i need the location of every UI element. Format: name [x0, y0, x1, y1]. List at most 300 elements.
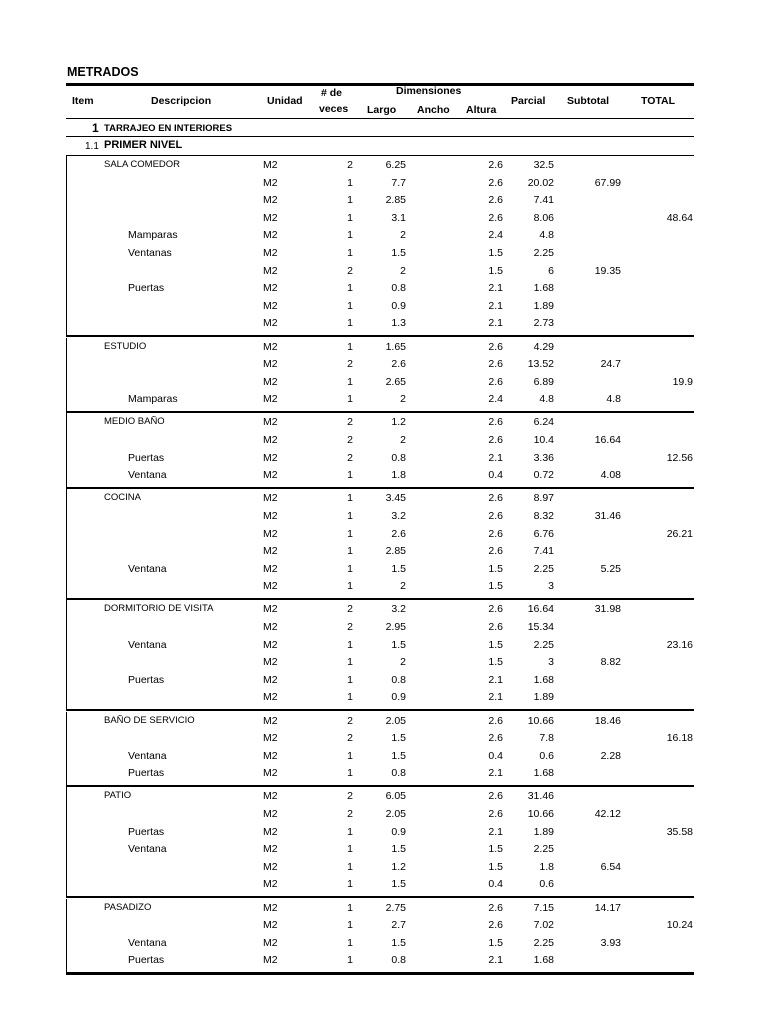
row-label: Ventana — [128, 749, 167, 762]
cell-largo: 1.5 — [391, 638, 406, 651]
cell-unidad: M2 — [263, 434, 278, 446]
cell-parcial: 0.72 — [533, 469, 554, 482]
header-top-rule — [66, 83, 694, 86]
cell-largo: 1.65 — [385, 340, 406, 353]
cell-veces: 2 — [347, 264, 353, 277]
header-altura: Altura — [466, 104, 497, 116]
group-left-border — [66, 712, 67, 785]
subsection-title: PRIMER NIVEL — [104, 139, 183, 151]
group-separator — [66, 709, 694, 711]
cell-parcial: 3.36 — [533, 451, 554, 464]
cell-largo: 0.9 — [391, 691, 406, 704]
cell-largo: 1.5 — [391, 247, 406, 259]
cell-parcial: 16.64 — [527, 603, 554, 616]
cell-parcial: 10.66 — [527, 714, 554, 727]
group-left-border — [66, 156, 67, 335]
group-name: PASADIZO — [104, 901, 152, 913]
cell-subtotal: 4.8 — [606, 393, 621, 406]
cell-altura: 2.6 — [488, 358, 503, 371]
cell-altura: 2.6 — [488, 603, 503, 616]
cell-subtotal: 19.35 — [594, 264, 621, 277]
cell-parcial: 8.32 — [533, 509, 554, 522]
cell-largo: 2.75 — [385, 901, 406, 914]
cell-largo: 2 — [400, 434, 406, 446]
cell-largo: 1.5 — [391, 843, 406, 856]
cell-unidad: M2 — [263, 603, 278, 616]
group-separator — [66, 335, 694, 337]
cell-subtotal: 31.46 — [594, 509, 621, 522]
cell-largo: 3.2 — [391, 603, 406, 616]
cell-largo: 0.8 — [391, 673, 406, 686]
cell-largo: 1.2 — [391, 416, 406, 429]
cell-unidad: M2 — [263, 509, 278, 522]
cell-subtotal: 31.98 — [594, 603, 621, 616]
cell-parcial: 2.25 — [533, 638, 554, 651]
group-separator — [66, 598, 694, 600]
cell-veces: 1 — [347, 393, 353, 406]
cell-unidad: M2 — [263, 358, 278, 371]
cell-altura: 2.6 — [488, 790, 503, 803]
cell-altura: 2.1 — [488, 299, 503, 312]
cell-altura: 0.4 — [488, 749, 503, 762]
cell-unidad: M2 — [263, 825, 278, 838]
cell-parcial: 7.41 — [533, 194, 554, 207]
cell-veces: 1 — [347, 211, 353, 224]
cell-largo: 2 — [400, 264, 406, 277]
cell-subtotal: 42.12 — [594, 808, 621, 820]
cell-veces: 1 — [347, 562, 353, 575]
cell-altura: 2.1 — [488, 954, 503, 967]
cell-unidad: M2 — [263, 527, 278, 540]
cell-largo: 2.05 — [385, 714, 406, 727]
cell-largo: 2.85 — [385, 194, 406, 207]
cell-parcial: 2.25 — [533, 936, 554, 949]
group-name: COCINA — [104, 492, 141, 504]
section-number: 1 — [92, 121, 99, 135]
row-label: Ventana — [128, 562, 167, 575]
cell-altura: 1.5 — [488, 580, 503, 593]
cell-largo: 1.5 — [391, 732, 406, 745]
group-left-border — [66, 489, 67, 598]
cell-subtotal: 16.64 — [594, 434, 621, 446]
header-unidad: Unidad — [267, 95, 303, 107]
row-label: Ventana — [128, 638, 167, 651]
cell-largo: 2 — [400, 656, 406, 669]
cell-altura: 2.6 — [488, 714, 503, 727]
cell-altura: 2.1 — [488, 282, 503, 295]
group-name: BAÑO DE SERVICIO — [104, 714, 195, 726]
cell-veces: 1 — [347, 194, 353, 207]
cell-unidad: M2 — [263, 299, 278, 312]
cell-altura: 2.6 — [488, 211, 503, 224]
cell-veces: 2 — [347, 732, 353, 745]
section-title: TARRAJEO EN INTERIORES — [104, 123, 233, 134]
cell-subtotal: 67.99 — [594, 176, 621, 189]
cell-altura: 1.5 — [488, 860, 503, 873]
cell-largo: 0.9 — [391, 825, 406, 838]
cell-parcial: 1.89 — [533, 691, 554, 704]
cell-altura: 2.6 — [488, 340, 503, 353]
cell-parcial: 3 — [548, 656, 554, 669]
cell-veces: 1 — [347, 527, 353, 540]
group-separator — [66, 896, 694, 898]
cell-largo: 0.9 — [391, 299, 406, 312]
cell-altura: 2.6 — [488, 375, 503, 388]
cell-largo: 1.5 — [391, 878, 406, 891]
group-left-border — [66, 338, 67, 411]
cell-total: 10.24 — [666, 919, 693, 932]
cell-parcial: 7.8 — [539, 732, 554, 745]
cell-altura: 1.5 — [488, 247, 503, 259]
cell-veces: 2 — [347, 358, 353, 371]
cell-subtotal: 2.28 — [600, 749, 621, 762]
row-label: Puertas — [128, 282, 165, 295]
cell-unidad: M2 — [263, 691, 278, 704]
cell-unidad: M2 — [263, 282, 278, 295]
cell-altura: 2.6 — [488, 509, 503, 522]
cell-largo: 2.85 — [385, 545, 406, 558]
cell-largo: 2.05 — [385, 808, 406, 820]
cell-total: 16.18 — [666, 732, 693, 745]
cell-parcial: 7.02 — [533, 919, 554, 932]
group-name: SALA COMEDOR — [104, 159, 181, 170]
cell-veces: 2 — [347, 416, 353, 429]
cell-largo: 1.2 — [391, 860, 406, 873]
cell-altura: 0.4 — [488, 878, 503, 891]
cell-veces: 1 — [347, 954, 353, 967]
cell-veces: 2 — [347, 621, 353, 633]
cell-largo: 3.45 — [385, 492, 406, 505]
row-label: Ventanas — [128, 247, 172, 259]
cell-veces: 1 — [347, 509, 353, 522]
cell-unidad: M2 — [263, 229, 278, 242]
cell-parcial: 3 — [548, 580, 554, 593]
cell-parcial: 1.89 — [533, 825, 554, 838]
cell-parcial: 2.25 — [533, 247, 554, 259]
cell-parcial: 8.06 — [533, 211, 554, 224]
cell-parcial: 32.5 — [533, 159, 554, 171]
cell-unidad: M2 — [263, 767, 278, 780]
row-label: Puertas — [128, 825, 165, 838]
cell-subtotal: 18.46 — [594, 714, 621, 727]
cell-parcial: 2.25 — [533, 843, 554, 856]
cell-parcial: 10.66 — [527, 808, 554, 820]
cell-veces: 1 — [347, 340, 353, 353]
group-left-border — [66, 600, 67, 709]
cell-altura: 2.1 — [488, 451, 503, 464]
cell-largo: 2 — [400, 393, 406, 406]
cell-altura: 0.4 — [488, 469, 503, 482]
group-separator — [66, 487, 694, 489]
cell-veces: 1 — [347, 375, 353, 388]
cell-altura: 2.1 — [488, 673, 503, 686]
cell-largo: 2 — [400, 580, 406, 593]
cell-largo: 1.8 — [391, 469, 406, 482]
cell-altura: 2.6 — [488, 416, 503, 429]
subsection-rule — [66, 155, 694, 156]
cell-largo: 3.2 — [391, 509, 406, 522]
cell-parcial: 20.02 — [527, 176, 554, 189]
cell-altura: 2.6 — [488, 492, 503, 505]
cell-altura: 2.4 — [488, 229, 503, 242]
cell-unidad: M2 — [263, 451, 278, 464]
row-label: Mamparas — [128, 393, 178, 406]
cell-total: 48.64 — [666, 211, 693, 224]
cell-altura: 2.1 — [488, 767, 503, 780]
cell-veces: 2 — [347, 159, 353, 171]
header-dimensiones: Dimensiones — [396, 85, 462, 97]
cell-veces: 1 — [347, 545, 353, 558]
group-left-border — [66, 413, 67, 486]
cell-parcial: 8.97 — [533, 492, 554, 505]
cell-parcial: 1.68 — [533, 282, 554, 295]
cell-unidad: M2 — [263, 469, 278, 482]
cell-unidad: M2 — [263, 673, 278, 686]
cell-subtotal: 14.17 — [594, 901, 621, 914]
row-label: Puertas — [128, 767, 165, 780]
cell-veces: 2 — [347, 434, 353, 446]
cell-largo: 7.7 — [391, 176, 406, 189]
header-item: Item — [72, 95, 94, 107]
cell-veces: 1 — [347, 936, 353, 949]
row-label: Ventana — [128, 469, 167, 482]
header-parcial: Parcial — [511, 95, 546, 107]
cell-subtotal: 24.7 — [600, 358, 621, 371]
cell-altura: 2.6 — [488, 434, 503, 446]
cell-subtotal: 4.08 — [600, 469, 621, 482]
group-left-border — [66, 899, 67, 972]
page-title: METRADOS — [67, 65, 139, 79]
cell-largo: 1.5 — [391, 936, 406, 949]
cell-veces: 2 — [347, 714, 353, 727]
row-label: Mamparas — [128, 229, 178, 242]
header-total: TOTAL — [641, 95, 676, 107]
cell-unidad: M2 — [263, 878, 278, 891]
cell-altura: 1.5 — [488, 843, 503, 856]
header-veces-line1: # de — [321, 87, 343, 99]
cell-altura: 2.6 — [488, 732, 503, 745]
cell-unidad: M2 — [263, 211, 278, 224]
header-descripcion: Descripcion — [151, 95, 212, 107]
cell-unidad: M2 — [263, 247, 278, 259]
cell-altura: 2.4 — [488, 393, 503, 406]
cell-subtotal: 6.54 — [600, 860, 621, 873]
cell-altura: 2.1 — [488, 691, 503, 704]
cell-unidad: M2 — [263, 621, 278, 633]
header-largo: Largo — [367, 104, 397, 116]
section-rule — [66, 136, 694, 137]
cell-total: 26.21 — [666, 527, 693, 540]
header-veces-line2: veces — [319, 103, 349, 115]
cell-parcial: 1.68 — [533, 954, 554, 967]
cell-parcial: 6.89 — [533, 375, 554, 388]
cell-veces: 1 — [347, 469, 353, 482]
cell-largo: 1.3 — [391, 317, 406, 330]
cell-veces: 1 — [347, 317, 353, 330]
cell-parcial: 0.6 — [539, 878, 554, 891]
cell-unidad: M2 — [263, 901, 278, 914]
cell-veces: 1 — [347, 638, 353, 651]
cell-parcial: 1.68 — [533, 767, 554, 780]
cell-veces: 1 — [347, 901, 353, 914]
cell-veces: 2 — [347, 790, 353, 803]
cell-unidad: M2 — [263, 159, 278, 171]
group-name: MEDIO BAÑO — [104, 416, 165, 428]
cell-unidad: M2 — [263, 194, 278, 207]
cell-unidad: M2 — [263, 375, 278, 388]
cell-parcial: 10.4 — [533, 434, 554, 446]
cell-veces: 1 — [347, 299, 353, 312]
cell-parcial: 4.29 — [533, 340, 554, 353]
cell-veces: 2 — [347, 808, 353, 820]
cell-parcial: 7.15 — [533, 901, 554, 914]
cell-altura: 2.6 — [488, 159, 503, 171]
cell-unidad: M2 — [263, 416, 278, 429]
cell-unidad: M2 — [263, 790, 278, 803]
cell-altura: 1.5 — [488, 638, 503, 651]
group-name: ESTUDIO — [104, 340, 147, 352]
cell-largo: 2.65 — [385, 375, 406, 388]
cell-altura: 2.6 — [488, 901, 503, 914]
cell-largo: 6.25 — [385, 159, 406, 171]
cell-altura: 2.6 — [488, 545, 503, 558]
cell-parcial: 1.89 — [533, 299, 554, 312]
row-label: Ventana — [128, 843, 167, 856]
cell-unidad: M2 — [263, 545, 278, 558]
cell-veces: 1 — [347, 282, 353, 295]
row-label: Puertas — [128, 954, 165, 967]
cell-total: 19.9 — [672, 375, 693, 388]
cell-largo: 0.8 — [391, 767, 406, 780]
cell-parcial: 4.8 — [539, 229, 554, 242]
cell-veces: 1 — [347, 749, 353, 762]
cell-largo: 2.95 — [385, 621, 406, 633]
cell-altura: 1.5 — [488, 562, 503, 575]
cell-veces: 1 — [347, 691, 353, 704]
cell-unidad: M2 — [263, 638, 278, 651]
cell-parcial: 6 — [548, 264, 554, 277]
cell-veces: 1 — [347, 580, 353, 593]
cell-parcial: 2.25 — [533, 562, 554, 575]
cell-largo: 2.6 — [391, 527, 406, 540]
group-name: DORMITORIO DE VISITA — [104, 603, 214, 615]
cell-subtotal: 5.25 — [600, 562, 621, 575]
cell-unidad: M2 — [263, 580, 278, 593]
group-name: PATIO — [104, 790, 132, 802]
cell-veces: 1 — [347, 247, 353, 259]
cell-unidad: M2 — [263, 714, 278, 727]
table-bottom-rule — [66, 972, 694, 975]
cell-altura: 2.6 — [488, 527, 503, 540]
cell-largo: 3.1 — [391, 211, 406, 224]
cell-veces: 1 — [347, 673, 353, 686]
cell-parcial: 1.68 — [533, 673, 554, 686]
cell-veces: 1 — [347, 825, 353, 838]
cell-parcial: 13.52 — [527, 358, 554, 371]
cell-largo: 1.5 — [391, 562, 406, 575]
cell-largo: 0.8 — [391, 282, 406, 295]
cell-largo: 0.8 — [391, 954, 406, 967]
cell-veces: 1 — [347, 492, 353, 505]
cell-largo: 2 — [400, 229, 406, 242]
group-separator — [66, 785, 694, 787]
cell-altura: 2.6 — [488, 621, 503, 633]
cell-unidad: M2 — [263, 562, 278, 575]
cell-parcial: 4.8 — [539, 393, 554, 406]
cell-parcial: 0.6 — [539, 749, 554, 762]
group-separator — [66, 411, 694, 413]
cell-veces: 1 — [347, 229, 353, 242]
cell-veces: 2 — [347, 603, 353, 616]
cell-parcial: 15.34 — [527, 621, 554, 633]
cell-veces: 1 — [347, 843, 353, 856]
cell-largo: 6.05 — [385, 790, 406, 803]
cell-largo: 1.5 — [391, 749, 406, 762]
cell-altura: 2.1 — [488, 825, 503, 838]
cell-parcial: 6.24 — [533, 416, 554, 429]
cell-altura: 2.6 — [488, 808, 503, 820]
cell-unidad: M2 — [263, 732, 278, 745]
cell-unidad: M2 — [263, 808, 278, 820]
header-ancho: Ancho — [417, 104, 450, 116]
cell-parcial: 6.76 — [533, 527, 554, 540]
cell-parcial: 31.46 — [527, 790, 554, 803]
cell-parcial: 7.41 — [533, 545, 554, 558]
cell-altura: 1.5 — [488, 936, 503, 949]
cell-altura: 2.6 — [488, 176, 503, 189]
subsection-number: 1.1 — [85, 141, 99, 152]
cell-unidad: M2 — [263, 393, 278, 406]
cell-veces: 1 — [347, 656, 353, 669]
cell-altura: 2.1 — [488, 317, 503, 330]
cell-largo: 0.8 — [391, 451, 406, 464]
cell-unidad: M2 — [263, 492, 278, 505]
row-label: Ventana — [128, 936, 167, 949]
cell-parcial: 1.8 — [539, 860, 554, 873]
cell-unidad: M2 — [263, 656, 278, 669]
cell-unidad: M2 — [263, 843, 278, 856]
cell-altura: 1.5 — [488, 264, 503, 277]
cell-altura: 2.6 — [488, 194, 503, 207]
cell-unidad: M2 — [263, 264, 278, 277]
cell-unidad: M2 — [263, 936, 278, 949]
cell-unidad: M2 — [263, 954, 278, 967]
cell-unidad: M2 — [263, 919, 278, 932]
cell-unidad: M2 — [263, 176, 278, 189]
cell-largo: 2.6 — [391, 358, 406, 371]
cell-veces: 1 — [347, 767, 353, 780]
cell-veces: 1 — [347, 919, 353, 932]
cell-altura: 2.6 — [488, 919, 503, 932]
cell-unidad: M2 — [263, 749, 278, 762]
cell-subtotal: 8.82 — [600, 656, 621, 669]
header-subtotal: Subtotal — [567, 95, 609, 107]
header-bottom-rule — [66, 118, 694, 119]
cell-veces: 2 — [347, 451, 353, 464]
cell-altura: 1.5 — [488, 656, 503, 669]
cell-total: 35.58 — [666, 825, 693, 838]
cell-unidad: M2 — [263, 340, 278, 353]
group-left-border — [66, 787, 67, 896]
row-label: Puertas — [128, 673, 165, 686]
cell-parcial: 2.73 — [533, 317, 554, 330]
cell-total: 23.16 — [666, 638, 693, 651]
cell-unidad: M2 — [263, 317, 278, 330]
cell-total: 12.56 — [666, 451, 693, 464]
cell-largo: 2.7 — [391, 919, 406, 932]
cell-veces: 1 — [347, 860, 353, 873]
cell-subtotal: 3.93 — [600, 936, 621, 949]
